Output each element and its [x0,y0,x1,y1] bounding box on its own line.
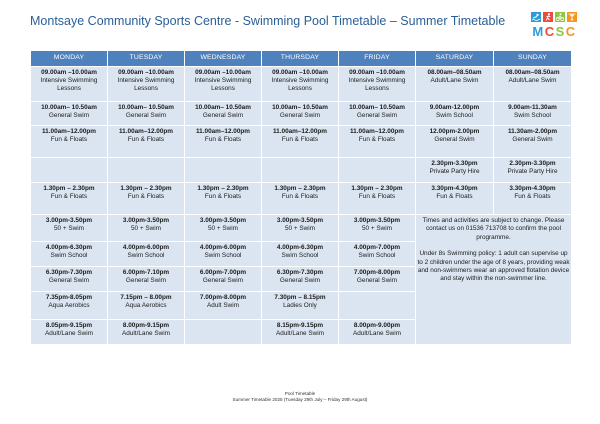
timetable-cell [108,215,184,241]
timetable-cell [185,215,261,241]
session-time: 08.00am–08.50am [505,69,560,76]
timetable-cell [339,102,415,125]
logo-letter: C [565,24,576,39]
logo-text [526,24,582,39]
session-activity: General Swim [202,277,244,285]
footer-dates: Summer Timetable 2025 (Tuesday 29th July – Friday 29th August) [232,397,368,402]
session-activity: Swim School [281,252,319,260]
session-activity: Intensive Swimming Lessons [40,77,98,93]
session-time: 09.00am –10.00am [349,69,405,76]
session-activity: Fun & Floats [358,193,396,201]
session-activity: General Swim [356,277,398,285]
session-activity: 50 + Swim [130,225,161,233]
timetable-cell [31,267,107,291]
session-activity: Adult/Lane Swim [276,330,324,338]
session-time: 10.00am– 10.50am [349,104,405,111]
session-time: 2.30pm-3.30pm [431,160,478,167]
session-activity: Fun & Floats [204,136,242,144]
session-activity: Aqua Aerobics [48,302,90,310]
session-activity: Intensive Swimming Lessons [348,77,406,93]
note-paragraph: Under 8s Swimming policy: 1 adult can supervise up to 2 children under the age of 8 years, providing weak and non-swimmers wear an approved flotation device and stay within the non-swimmer line. [417,250,570,283]
timetable-cell [108,267,184,291]
timetable-cell [494,158,571,182]
table-row [31,183,571,214]
session-activity: Swim School [436,112,473,120]
session-activity: Swim School [514,112,551,120]
timetable-cell [339,242,415,266]
timetable-cell [416,67,493,101]
session-activity: Fun & Floats [436,193,473,201]
logo-letter: S [555,24,565,39]
session-time: 9.00am-12.00pm [429,104,480,111]
timetable-cell [262,183,338,214]
session-time: 7.15pm – 8.00pm [120,294,172,301]
timetable-cell [108,158,184,182]
session-time: 11.30am-2.00pm [507,128,558,135]
session-time: 8.00pm-9.15pm [122,322,170,329]
session-time: 1.30pm – 2.30pm [351,185,403,192]
session-activity: Intensive Swimming Lessons [271,77,329,93]
timetable-cell [494,126,571,157]
session-activity: Fun & Floats [281,193,319,201]
session-activity: 50 + Swim [361,225,392,233]
timetable [30,50,572,345]
timetable-cell [31,67,107,101]
session-time: 4.00pm-7.00pm [353,244,401,251]
session-activity: Fun & Floats [358,136,396,144]
timetable-cell [31,215,107,241]
session-time: 11.00am–12.00pm [195,128,250,135]
session-activity: Adult/Lane Swim [508,77,557,85]
session-activity: Swim School [358,252,396,260]
session-time: 09.00am –10.00am [41,69,97,76]
session-time: 12.00pm-2.00pm [429,128,480,135]
timetable-cell [339,183,415,214]
timetable-cell [339,126,415,157]
logo-letter: M [532,24,544,39]
session-time: 8.00pm-9.00pm [353,322,401,329]
swimmer-icon [531,12,541,22]
session-activity: General Swim [202,112,244,120]
session-activity: Aqua Aerobics [125,302,167,310]
session-time: 7.30pm – 8.15pm [274,294,326,301]
timetable-cell [494,67,571,101]
table-row [31,126,571,157]
timetable-cell [339,215,415,241]
session-time: 3.00pm-3.50pm [122,217,170,224]
session-time: 6.30pm-7.30pm [45,269,93,276]
day-header-saturday: SATURDAY [416,51,493,66]
session-activity: General Swim [356,112,398,120]
timetable-cell [185,183,261,214]
session-activity: Fun & Floats [281,136,319,144]
session-time: 1.30pm – 2.30pm [274,185,326,192]
session-time: 09.00am –10.00am [118,69,174,76]
session-time: 10.00am– 10.50am [272,104,328,111]
session-activity: Adult/Lane Swim [122,330,170,338]
day-header-sunday: SUNDAY [494,51,571,66]
timetable-cell [262,320,338,344]
timetable-cell [339,320,415,344]
timetable-cell [185,126,261,157]
session-time: 11.00am–12.00pm [349,128,404,135]
session-time: 3.00pm-3.50pm [45,217,93,224]
timetable-cell [185,242,261,266]
session-time: 7.35pm-8.05pm [45,294,93,301]
session-activity: Fun & Floats [204,193,242,201]
timetable-cell [108,320,184,344]
day-header-monday: MONDAY [31,51,107,66]
timetable-cell [31,158,107,182]
timetable-cell [262,215,338,241]
notes-panel [416,215,571,344]
timetable-cell [262,242,338,266]
session-activity: General Swim [279,277,321,285]
session-activity: General Swim [125,112,167,120]
session-activity: Adult/Lane Swim [45,330,93,338]
session-activity: 50 + Swim [53,225,84,233]
session-time: 7.00pm-8.00pm [199,294,247,301]
table-row [31,215,571,241]
footer-label: Pool Timetable [284,391,316,396]
timetable-cell [416,183,493,214]
session-activity: Intensive Swimming Lessons [117,77,175,93]
session-time: 8.15pm-9.15pm [276,322,324,329]
session-time: 3.00pm-3.50pm [199,217,247,224]
session-time: 08.00am–08.50am [427,69,482,76]
session-time: 6.00pm-7.10pm [122,269,170,276]
session-activity: Swim School [204,252,242,260]
timetable-cell [185,267,261,291]
timetable-cell [262,267,338,291]
session-time: 3.30pm-4.30pm [431,185,478,192]
session-activity: Adult Swim [207,302,239,310]
session-time: 10.00am– 10.50am [118,104,174,111]
session-activity: Fun & Floats [127,136,165,144]
session-time: 7.00pm-8.00pm [353,269,401,276]
timetable-cell [494,102,571,125]
session-time: 4.00pm-6.00pm [199,244,247,251]
timetable-cell [31,183,107,214]
session-time: 4.00pm-6.00pm [122,244,170,251]
session-time: 2.30pm-3.30pm [509,160,556,167]
timetable-cell [108,183,184,214]
session-activity: Ladies Only [283,302,317,310]
day-header-wednesday: WEDNESDAY [185,51,261,66]
timetable-cell [262,126,338,157]
session-activity: Fun & Floats [514,193,551,201]
session-time: 4.00pm-6.30pm [45,244,93,251]
sport-icons [526,12,582,22]
timetable-cell [31,320,107,344]
timetable-cell [339,267,415,291]
timetable-cell [262,67,338,101]
session-activity: Fun & Floats [127,193,165,201]
timetable-cell [108,102,184,125]
session-time: 3.00pm-3.50pm [353,217,401,224]
timetable-cell [31,102,107,125]
timetable-cell [185,67,261,101]
timetable-cell [339,67,415,101]
session-activity: General Swim [512,136,553,144]
session-time: 6.00pm-7.00pm [199,269,247,276]
day-header-thursday: THURSDAY [262,51,338,66]
timetable-cell [416,126,493,157]
session-activity: Swim School [50,252,88,260]
session-activity: Fun & Floats [50,136,88,144]
session-activity: 50 + Swim [207,225,238,233]
session-time: 8.05pm-9.15pm [45,322,93,329]
session-time: 1.30pm – 2.30pm [43,185,95,192]
session-time: 11.00am–12.00pm [272,128,327,135]
timetable-cell [185,102,261,125]
session-time: 10.00am– 10.50am [195,104,251,111]
day-header-tuesday: TUESDAY [108,51,184,66]
timetable-cell [108,242,184,266]
runner-icon [543,12,553,22]
session-time: 11.00am–12.00pm [118,128,173,135]
session-time: 10.00am– 10.50am [41,104,97,111]
session-activity: General Swim [48,112,90,120]
session-activity: Private Party Hire [429,168,480,176]
timetable-cell [494,183,571,214]
timetable-cell [416,158,493,182]
timetable-cell [31,292,107,319]
timetable-cell [262,158,338,182]
timetable-cell [108,292,184,319]
timetable-cell [31,242,107,266]
session-time: 3.30pm-4.30pm [509,185,556,192]
session-time: 09.00am –10.00am [195,69,251,76]
session-activity: 50 + Swim [284,225,315,233]
table-row [31,67,571,101]
timetable-cell [339,292,415,319]
timetable-cell [262,102,338,125]
session-activity: Adult/Lane Swim [430,77,479,85]
day-header-row [31,51,571,66]
session-time: 6.30pm-7.30pm [276,269,324,276]
day-header-friday: FRIDAY [339,51,415,66]
session-time: 9.00am-11.30am [508,104,557,111]
timetable-cell [185,158,261,182]
session-activity: Swim School [127,252,165,260]
session-time: 09.00am –10.00am [272,69,328,76]
timetable-cell [339,158,415,182]
page-title: Montsaye Community Sports Centre - Swimming Pool Timetable – Summer Timetable [30,14,506,28]
session-activity: Adult/Lane Swim [353,330,401,338]
session-time: 11.00am–12.00pm [41,128,96,135]
session-activity: Fun & Floats [50,193,88,201]
note-paragraph: Times and activities are subject to change. Please contact us on 01536 713708 to confirm the pool programme. [422,217,565,241]
timetable-cell [185,320,261,344]
session-time: 1.30pm – 2.30pm [120,185,172,192]
session-time: 1.30pm – 2.30pm [197,185,249,192]
timetable-cell [108,126,184,157]
timetable-cell [185,292,261,319]
session-activity: Intensive Swimming Lessons [194,77,252,93]
timetable-cell [108,67,184,101]
timetable-cell [262,292,338,319]
timetable-cell [31,126,107,157]
session-activity: General Swim [279,112,321,120]
table-row [31,158,571,182]
logo-letter: C [544,24,555,39]
timetable-cell [416,102,493,125]
session-time: 3.00pm-3.50pm [276,217,324,224]
session-activity: General Swim [434,136,475,144]
weightlifter-icon [567,12,577,22]
table-row [31,102,571,125]
session-time: 4.00pm-6.30pm [276,244,324,251]
session-activity: General Swim [125,277,167,285]
session-activity: General Swim [48,277,90,285]
session-activity: Private Party Hire [507,168,558,176]
cyclist-icon [555,12,565,22]
